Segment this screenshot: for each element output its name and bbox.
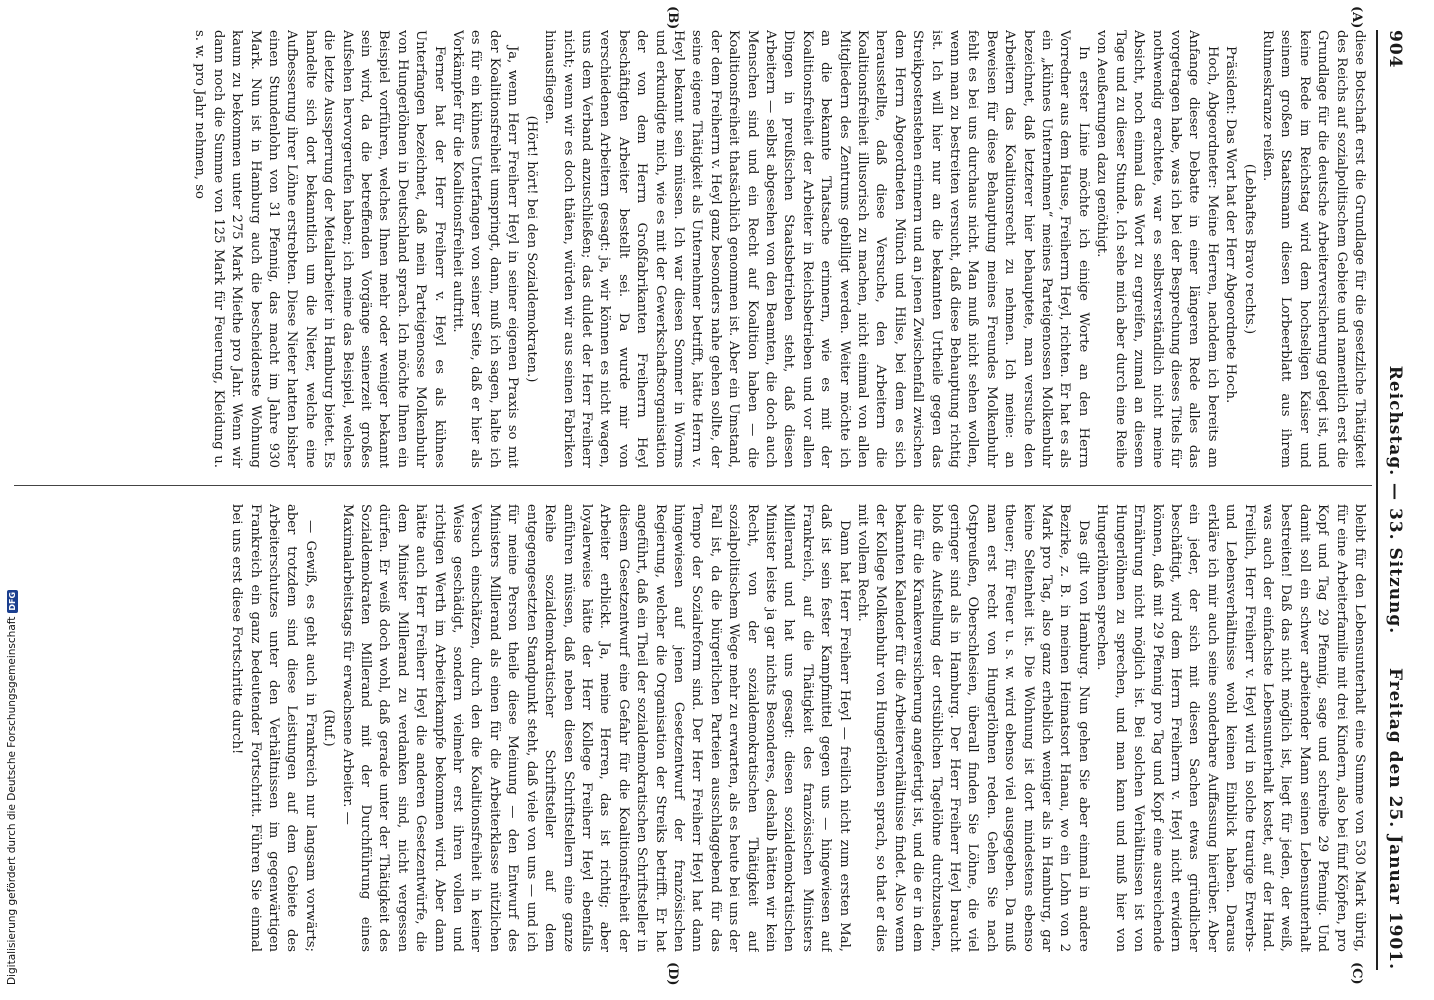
digitization-credit bbox=[6, 590, 18, 985]
paragraph: Ja, wenn Herr Freiherr Heyl in seiner eigenen Praxis so mit der Koalitionsfreiheit umspringt, dann, muß ich sagen, halte ich es für ein kühnes Unterfangen von seiner Seite, daß er hier als Vorkämpfer für die Koalitionsfreiheit auftritt. bbox=[450, 30, 521, 468]
interjection: (Ruf.) bbox=[321, 709, 337, 747]
page-title: Reichstag. — 33. Sitzung. bbox=[1385, 365, 1405, 635]
right-text-column bbox=[16, 504, 1368, 952]
paragraph: In erster Linie möchte ich einige Worte an den Herrn Vorredner aus dem Hause, Freiherrn Heyl, richten. Er hat es als ein „kühnes Unternehmen“ meines Parteigenossen Molkenbuhr bezeichnet, daß letzterer hier behauptete, man versuche den Arbeitern das Koalitionsrecht zu nehmen. Ich meine: an Beweisen für diese Behauptung meines Freundes Molkenbuhr fehlt es bei uns durchaus nicht. Man muß nicht sehen wollen, wenn man zu bestreiten versucht, daß diese Behauptung richtig ist. Ich will hier nur an die bekannten Urtheile gegen das Streikpostenstehen erinnern und an jenen Zwischenfall zwischen dem Herrn Abgeordneten Münch und Hilse, bei dem es sich herausstellte, daß diese Versuche, den Arbeitern die Koalitionsfreiheit illusorisch zu machen, nicht einmal von allen Mitgliedern des Zentrums gebilligt werden. Weiter möchte ich an die bekannte Thatsache erinnern, wie es mit der Koalitionsfreiheit der Arbeiter in Reichsbetrieben und vor allen Dingen in preußischen Staatsbetrieben steht, daß diesen Arbeitern — selbst abgesehen von den Beamten, die doch auch Menschen sind und ein Recht auf Koalition haben — die Koalitionsfreiheit thatsächlich genommen ist. Aber ein Umstand, der dem Freiherrn v. Heyl ganz besonders nahe gehen sollte, der seine eigene Thätigkeit als Unternehmer betrifft, hätte Herrn v. Heyl bekannt sein müssen. Ich war diesen Sommer in Worms und erkundigte mich, wie es mit der Gewerkschaftsorganisation der von dem Herrn Großfabrikanten Freiherrn Heyl beschäftigten Arbeiter bestellt sei. Da wurde mir von verschiedenen Arbeitern gesagt: ja, wir können es nicht wagen, uns dem Verband anzuschließen; das duldet der Herr Freiherr nicht; wenn wir es doch thäten, würden wir aus seinen Fabriken hinausfliegen. bbox=[542, 30, 1091, 468]
page-number: 904 bbox=[1385, 30, 1405, 69]
margin-mark-a: (A) bbox=[1349, 6, 1364, 29]
paragraph: Dann hat Herr Freiherr Heyl — freilich nicht zum ersten Mal, daß ist sein fester Kampfmittel gegen uns — hingewiesen auf Frankreich, auf die Thätigkeit des französischen Ministers Millerand und hat uns gesagt: diesen sozialdemokratischen Minister leiste ja gar nichts Besonderes, deshalb hätten wir kein Recht, von der sozialdemokratischen Thätigkeit auf sozialpolitischem Wege mehr zu erwarten, als es heute bei uns der Fall ist, da die bürgerlichen Parteien ausschlaggebend für das Tempo der Sozialreform sind. Der Herr Freiherr Heyl hat dann hingewiesen auf jenen Gesetzentwurf der französischen Regierung, welcher die Organisation der Streiks betrifft. Er hat angeführt, daß ein Theil der sozialdemokratischen Schriftsteller in diesem Gesetzentwurf eine Gefahr für die Koalitionsfreiheit der Arbeiter erblickt. Ja, meine Herren, das ist richtig; aber loyalerweise hätte der Herr Kollege Freiherr Heyl ebenfalls anführen müssen, daß neben diesen Schriftstellern eine ganze Reihe sozialdemokratischer Schriftsteller auf dem entgegengesetzten Standpunkt steht, daß viele von uns — und ich für meine Person theile diese Meinung — den Entwurf des Ministers Millerand als einen für die Arbeiterklasse nützlichen Versuch einschätzen, durch den die Koalitionsfreiheit in keiner Weise geschädigt, sondern vielmehr erst ihren vollen und richtigen Werth im Arbeiterkampfe bekommen wird. Aber dann hätte auch Herr Freiherr Heyl die anderen Gesetzentwürfe, die dem Minister Millerand zu verdanken sind, nicht vergessen dürfen. Er weiß doch wohl, daß gerade unter der Thätigkeit des Sozialdemokraten Millerand mit der Durchführung eines Maximalarbeitstags für erwachsene Arbeiter. — bbox=[339, 504, 852, 952]
page-header bbox=[1376, 30, 1412, 970]
interjection: (Hört! hört! bei den Sozialdemokraten.) bbox=[523, 115, 539, 383]
margin-mark-d: (D) bbox=[665, 962, 680, 986]
dfg-logo-icon: DFG bbox=[7, 591, 17, 611]
paragraph: — Gewiß, es geht auch in Frankreich nur langsam vorwärts; aber trotzdem sind diese Leistungen auf dem Gebiete des Arbeiterschutzes unter den Verhältnissen im gegenwärtigen Frankreich ein ganz bedeutender Fortschritt. Führen Sie einmal bei uns erst diese Fortschritte durch! bbox=[229, 504, 318, 952]
paragraph: Präsident: Das Wort hat der Herr Abgeordnete Hoch. bbox=[1223, 46, 1239, 404]
credit-text: Digitalisierung gefördert durch die Deutsche Forschungsgemeinschaft bbox=[6, 616, 18, 985]
interjection: (Lebhaftes Bravo rechts.) bbox=[1241, 163, 1257, 335]
margin-mark-c: (C) bbox=[1349, 962, 1364, 985]
page-date: Freitag den 25. Januar 1901. bbox=[1385, 667, 1405, 970]
paragraph: diese Botschaft erst die Grundlage für die gesetzliche Thätigkeit des Reichs auf sozialpolitischem Gebiete und namentlich erst die Grundlage für die deutsche Arbeiterversicherung gelegt ist, und keine Rede im Reichstag wird dem hochseligen Kaiser und seinem großen Staatsmann diesen Lorbeerblatt aus ihrem Ruhmeskranze reißen. bbox=[1259, 30, 1367, 468]
paragraph: bleibt für den Lebensunterhalt eine Summe von 530 Mark übrig, für eine Arbeiterfamilie mit drei Kindern, also bei fünf Köpfen, pro Kopf und Tag 29 Pfennig, sage und schreibe 29 Pfennig. Und damit soll ein schwer arbeitender Mann seinen Lebensunterhalt bestreiten! Daß das nicht möglich ist, liegt für jeden, der weiß, was auch der einfachste Lebensunterhalt kostet, auf der Hand. Freilich, Herr Freiherr v. Heyl wird in solche traurige Erwerbs- und Lebensverhältnisse wohl keinen Einblick haben. Daraus erkläre ich mir auch seine sonderbare Auffassung hierüber. Aber ein jeder, der sich mit diesen Sachen etwas gründlicher beschäftigt, wird dem Herrn Freiherrn v. Heyl nicht erwidern können, daß mit 29 Pfennig pro Tag und Kopf eine ausreichende Ernährung nicht möglich ist. Bei solchen Verhältnissen ist von Hungerlöhnen zu sprechen, und man kann und muß hier von Hungerlöhnen sprechen. bbox=[1094, 504, 1367, 952]
column-divider bbox=[14, 485, 1372, 486]
left-text-column bbox=[16, 30, 1368, 468]
paragraph: Das gilt von Hamburg. Nun gehen Sie aber einmal in andere Bezirke, z. B. in meinen Heimatsort Hanau, wo ein Lohn von 2 Mark pro Tag, also ganz erheblich weniger als in Hamburg, gar keine Seltenheit ist. Die Wohnung ist dort mindestens ebenso theuer; für Feuer u. s. w. wird ebenso viel ausgegeben. Da muß man erst recht von Hungerlöhnen reden. Gehen Sie nach Ostpreußen, Oberschlesien, überall finden Sie Löhne, die viel geringer sind als in Hamburg. Der Herr Freiherr Heyl braucht bloß die Aufstellung der ortsüblichen Tagelöhne durchzusehen, die für die Krankenversicherung angefertigt ist, und die er in dem bekannten Kalender für die Arbeiterverhältnisse findet. Also wenn der Kollege Molkenbuhr von Hungerlöhnen sprach, so that er dies mit vollem Recht. bbox=[855, 504, 1091, 952]
paragraph: Ferner hat der Herr Freiherr v. Heyl es als kühnes Unterfangen bezeichnet, daß mein Parteigenosse Molkenbuhr von Hungerlöhnen in Deutschland sprach. Ich möchte Ihnen ein Beispiel vorführen, welches Ihnen mehr oder weniger bekannt sein wird, da die betreffenden Vorgänge seinerzeit großes Aufsehen hervorgerufen haben; ich meine das Beispiel, welches die letzte Aussperrung der Metallarbeiter in Hamburg bietet. Es handelte sich dort bekanntlich um die Nieter, welche eine Aufbesserung ihrer Löhne erstrebten. Diese Nieter hatten bisher einen Stundenlohn von 31 Pfennig, das macht im Jahre 930 Mark. Nun ist in Hamburg auch die bescheidenste Wohnung kaum zu bekommen unter 275 Mark Miethe pro Jahr. Wenn wir dann noch die Summe von 125 Mark für Feuerung, Kleidung u. s. w. pro Jahr nehmen, so bbox=[192, 30, 447, 468]
margin-mark-b: (B) bbox=[665, 6, 680, 30]
paragraph: Hoch, Abgeordneter: Meine Herren, nachdem ich bereits am Anfange dieser Debatte in einer längeren Rede alles das vorgetragen habe, was ich bei der Besprechung dieses Titels für nothwendig erachtete, war es selbstverständlich nicht meine Absicht, noch einmal das Wort zu ergreifen, zumal an diesem Tage und zu dieser Stunde. Ich sehe mich aber durch eine Reihe von Aeußerungen dazu genöthigt. bbox=[1094, 30, 1220, 468]
